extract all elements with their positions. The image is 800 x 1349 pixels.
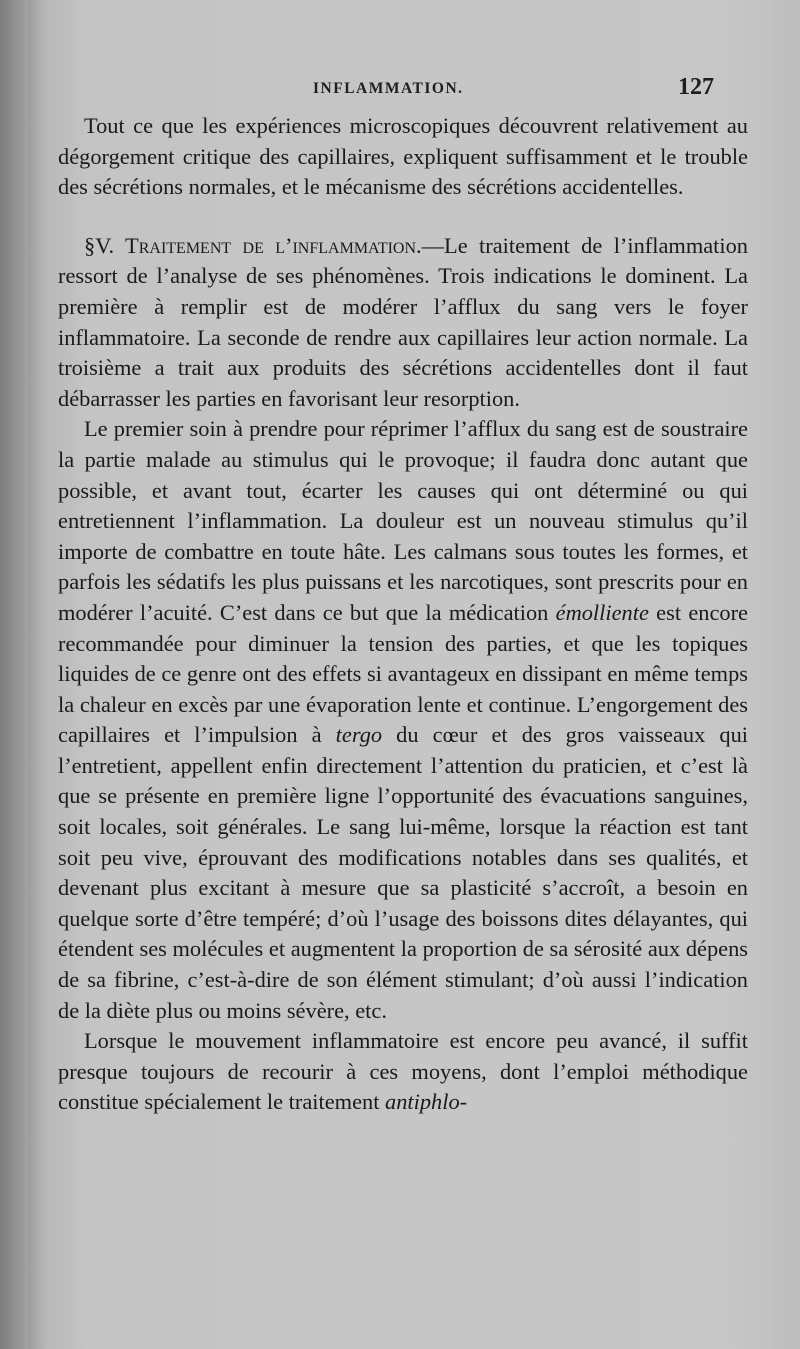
- paragraph-4-text: Lorsque le mouvement inflammatoire est encore peu avancé, il suffit presque toujours de recourir à ces moyens, dont l’emploi méthodique constitue spécialement le traitement: [58, 1028, 748, 1115]
- paragraph-4: [58, 1026, 748, 1118]
- italic-emolliente: émolliente: [555, 599, 649, 625]
- page-number: 127: [678, 74, 714, 100]
- section-heading: §V. Traitement de l’inflammation.: [84, 232, 422, 258]
- paragraph-3-text-c: du cœur et des gros vaisseaux qui l’entretient, appellent enfin directement l’attention du praticien, et c’est là que se présente en première ligne l’opportunité des évacuations sanguines, soit locales, soit générales. Le sang lui-même, lorsque la réaction est tant soit peu vive, éprouvant des modifications notables dans ses qualités, et devenant plus excitant à mesure que sa plasticité s’accroît, a besoin en quelque sorte d’être tempéré; d’où l’usage des boissons dites délayantes, qui étendent ses molécules et augmentent la proportion de sa sérosité aux dépens de sa fibrine, c’est-à-dire de son élément stimulant; d’où aussi l’indication de la diète plus ou moins sévère, etc.: [58, 722, 748, 1023]
- paragraph-3-text-b: est encore recommandée pour diminuer la tension des parties, et que les topiques liquides de ce genre ont des effets si avantageux en dissipant en même temps la chaleur en excès par une évaporation lente et continue. L’engorgement des capillaires et l’impulsion à: [58, 599, 748, 748]
- paragraph-3: [58, 414, 748, 1026]
- paragraph-1: [58, 111, 748, 203]
- italic-tergo: tergo: [335, 722, 383, 748]
- italic-antiphlo: antiphlo-: [385, 1089, 468, 1115]
- body-text: [58, 111, 748, 1118]
- page-header: [28, 72, 800, 106]
- running-head: INFLAMMATION.: [313, 80, 464, 97]
- book-gutter: [0, 0, 28, 1349]
- book-page: [28, 0, 800, 1349]
- paragraph-section-5: [58, 231, 748, 415]
- paragraph-3-text-a: Le premier soin à prendre pour réprimer l’afflux du sang est de soustraire la partie malade au stimulus qui le provoque; il faudra donc autant que possible, et avant tout, écarter les causes qui ont déterminé ou qui entretiennent l’inflammation. La douleur est un nouveau stimulus qu’il importe de combattre en toute hâte. Les calmans sous toutes les formes, et parfois les sédatifs les plus puissans et les narcotiques, sont prescrits pour en modérer l’acuité. C’est dans ce but que la médication: [58, 416, 748, 625]
- section-5-text: —Le traitement de l’inflammation ressort de l’analyse de ses phénomènes. Trois indications le dominent. La première à remplir est de modérer l’afflux du sang vers le foyer inflammatoire. La seconde de rendre aux capillaires leur action normale. La troisième a trait aux produits des sécrétions accidentelles dont il faut débarrasser les parties en favorisant leur resorption.: [58, 232, 749, 411]
- paragraph-1-text: Tout ce que les expériences microscopiques découvrent relativement au dégorgement critique des capillaires, expliquent suffisamment et le trouble des sécrétions normales, et le mécanisme des sécrétions accidentelles.: [58, 113, 748, 200]
